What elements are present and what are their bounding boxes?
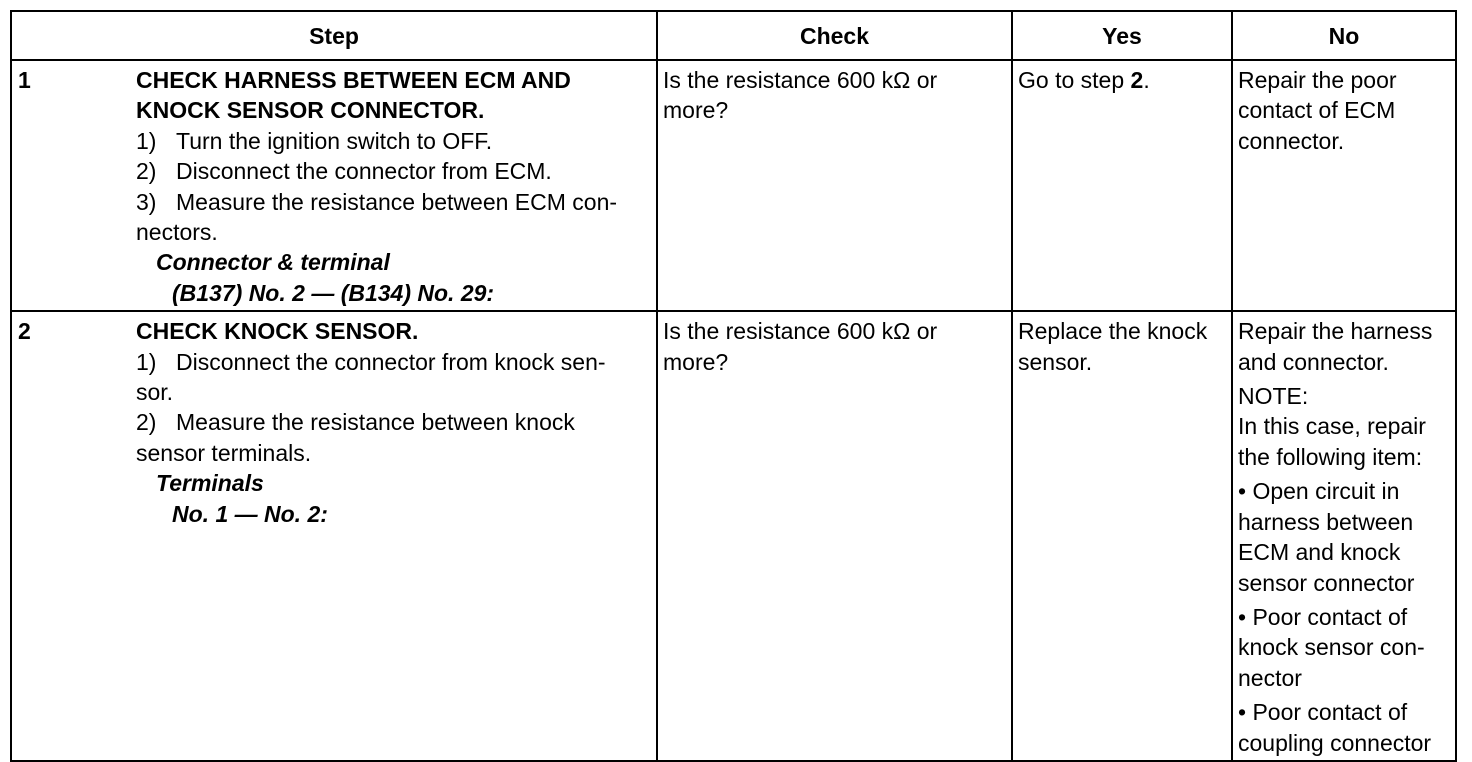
procedure-step: 1) Turn the ignition switch to OFF. <box>136 127 493 154</box>
yes-cell: Go to step 2. <box>1012 60 1232 311</box>
note-text: the following item: <box>1238 443 1423 470</box>
table-row <box>11 311 1456 761</box>
procedure-step-cont: nectors. <box>136 219 218 246</box>
spec-value: No. 1 — No. 2: <box>172 500 328 527</box>
note-item-line: • Poor contact of <box>1238 603 1408 630</box>
note-label: NOTE: <box>1238 383 1309 410</box>
yes-text: Go to step <box>1018 67 1131 93</box>
note-item-line: knock sensor con- <box>1238 634 1425 661</box>
note-item-list <box>1238 476 1451 758</box>
spec-label: Connector & terminal <box>156 249 390 276</box>
yes-step-ref: 2 <box>1130 67 1144 93</box>
check-text: Is the resistance 600 kΩ or <box>663 67 938 93</box>
header-step: Step <box>11 11 657 60</box>
no-text: and connector. <box>1238 348 1389 375</box>
step-description <box>131 311 657 761</box>
check-cell <box>657 311 1012 761</box>
note-text: In this case, repair <box>1238 413 1426 440</box>
procedure-step: 2) Disconnect the connector from ECM. <box>136 158 552 185</box>
no-text: Repair the poor <box>1238 67 1397 93</box>
note-item-line: nector <box>1238 664 1302 691</box>
diagnostic-table <box>10 10 1457 762</box>
check-text-cont: more? <box>663 97 729 124</box>
procedure-step: 1) Disconnect the connector from knock sen- <box>136 348 606 375</box>
no-text: connector. <box>1238 127 1345 154</box>
header-no: No <box>1232 11 1456 60</box>
no-cell <box>1232 60 1456 311</box>
note-item-line: sensor connector <box>1238 569 1415 596</box>
step-number: 1 <box>11 60 131 311</box>
note-item <box>1238 476 1451 598</box>
procedure-step-cont: sensor terminals. <box>136 439 312 466</box>
no-text: contact of ECM <box>1238 97 1396 124</box>
procedure-step: 3) Measure the resistance between ECM con- <box>136 188 618 215</box>
step-description <box>131 60 657 311</box>
note-item-line: harness between <box>1238 508 1414 535</box>
diagnostic-table-container <box>10 10 1455 756</box>
procedure-step: 2) Measure the resistance between knock <box>136 409 575 436</box>
yes-text: Replace the knock <box>1018 318 1208 345</box>
yes-text-cont: sensor. <box>1018 348 1093 375</box>
spec-value: (B137) No. 2 — (B134) No. 29: <box>172 279 495 306</box>
no-cell <box>1232 311 1456 761</box>
spec-label: Terminals <box>156 470 264 497</box>
note-item-line: coupling connector <box>1238 729 1432 756</box>
procedure-step-cont: sor. <box>136 379 174 406</box>
step-number: 2 <box>11 311 131 761</box>
check-text: Is the resistance 600 kΩ or <box>663 318 938 345</box>
yes-cell <box>1012 311 1232 761</box>
note-item-line: ECM and knock <box>1238 539 1401 566</box>
check-text-cont: more? <box>663 348 729 375</box>
no-text: Repair the harness <box>1238 318 1433 345</box>
header-yes: Yes <box>1012 11 1232 60</box>
step-title: CHECK KNOCK SENSOR. <box>136 318 419 345</box>
check-cell <box>657 60 1012 311</box>
step-title-cont: KNOCK SENSOR CONNECTOR. <box>136 97 485 124</box>
note-item <box>1238 697 1451 758</box>
table-row <box>11 60 1456 311</box>
step-title: CHECK HARNESS BETWEEN ECM AND <box>136 67 571 93</box>
note-item <box>1238 602 1451 693</box>
header-row <box>11 11 1456 60</box>
header-check: Check <box>657 11 1012 60</box>
note-item-line: • Open circuit in <box>1238 478 1400 505</box>
note-item-line: • Poor contact of <box>1238 699 1408 726</box>
